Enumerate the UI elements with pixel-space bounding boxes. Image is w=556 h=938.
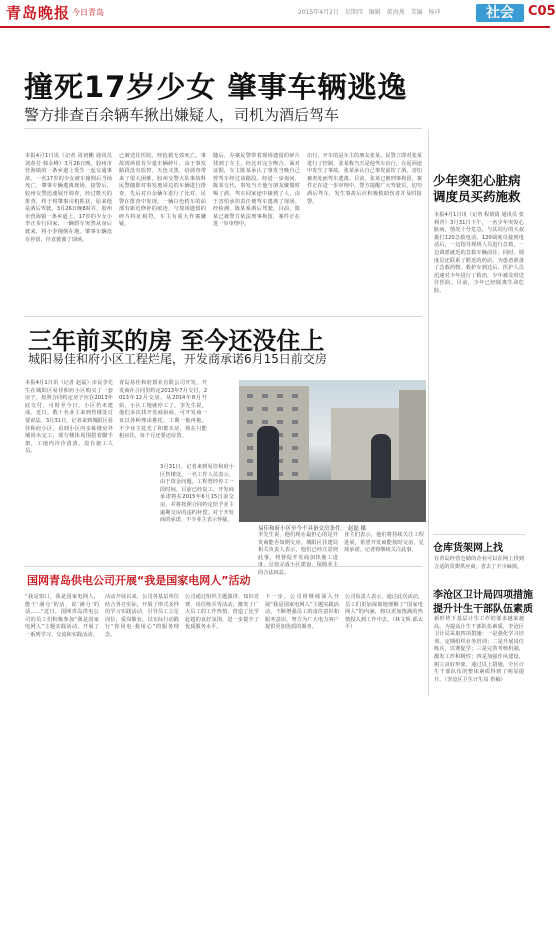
window-shape [292,433,298,437]
window-shape [247,394,253,398]
story2-column-4: 李先生说，他们现在最担心的是开发商能否如期交房。城阳区住建局相关负责人表示，他们已经注意到此事，将督促开发商加快施工进 的合法权益。 [258,532,338,576]
story1-column-4: 出行，开车的是车主的朋友张某。民警立即对张某进行了控制，张某称当天是他驾车出行，在返回途中发生了事故。张某承认自己事发前饮了酒，害怕被查处而驾车逃离。目前，张某已被刑事拘留，案件正在进一步审理中。警方提醒广大驾驶员，切勿酒后驾车，发生事故后应积极救助伤者并及时报警。 [307,153,422,205]
headline-warehouse-shelves: 仓库货架网上找 [433,543,503,554]
window-shape [247,472,253,476]
headline-licang-line2: 提升计生干部队伍素质 [433,604,533,615]
person-shape [257,426,279,496]
story3-column-5: 公司负责人表示，通过此次活动，员工们更加深刻地理解了“国家电网人”的内涵，将以更加饱满的热情投入到工作中去。（林文辉 邱太平） [345,594,423,631]
rule [24,566,422,567]
window-shape [247,446,253,450]
window-shape [262,394,268,398]
building-shape [399,390,426,484]
person-shape [371,434,391,498]
newspaper-logo: 青岛晚报 [6,4,71,22]
window-shape [292,459,298,463]
window-shape [247,433,253,437]
headline-state-grid: 国网青岛供电公司开展“我是国家电网人”活动 [27,574,251,587]
rule [433,534,525,535]
headline-licang-line1: 李沧区卫计局四项措施 [433,590,533,601]
story2-column-1: 本报4月1日讯（记者 赵磊）市民李先生在城阳区易佳和府小区购买了一套房子，按照合同约定房子应在2013年底交付，可时至今日，小区仍未建成。近日，数十名业主来到售楼处讨要说法。3月31日，记者来到城阳区易佳和府小区，看到小区内多栋楼房外墙尚未完工，部分楼体周围搭着脚手架，工地内冷冷清清，没有施工人员。 [25,380,113,455]
window-shape [292,446,298,450]
headline-heart-attack-line2: 调度员买药施救 [433,189,521,204]
window-shape [292,472,298,476]
story1-column-2: 已被送往医院，经抢救无效死亡。事故现场留有少量车辆碎片，由于事发路段没有监控，天色又黑，给调查带来了很大困难。胶州交警大队事故科民警随即对事发地周边的车辆进行排查，先后对百余辆车进行了比对。民警在排查中发现，一辆白色轿车的前部有新近修补的痕迹，与现场遗留的碎片特征相符，车主有重大作案嫌疑。 [119,153,206,228]
rule [24,128,422,129]
edition-label: 今日青岛 [72,8,104,17]
right-story1-body: 本报4月1日讯（记者 程倩倩 通讯员 张利青）3月31日下午，一名少年突发心脏病，情况十分危急，与其同行的大叔拨打120急救电话。120调度员接到电话后，一边指导现场人员进行急救，一边调派就近的急救车辆前往。同时，调度员还联系了附近的药店，为患者准备了急救药物。救护车到达后，医护人员迅速对少年进行了救治，少年被及时送往医院。目前，少年已经脱离生命危险。 [434,212,524,294]
story3-column-4: 下一步，公司将继续深入开展“我是国家电网人”主题实践活动，不断增强员工的责任意识和服务意识，努力为广大电力客户提供更加优质的服务。 [265,594,339,631]
story2-column-3: 3月31日，记者来到易佳和府小区售楼处，一名工作人员表示，由于资金问题，工程曾经停工一段时间，目前已经复工，开发商承诺将在2015年6月15日前交房，并将按照合同约定给予业主逾期交房的违约补偿。对于开发商的承诺，不少业主表示怀疑。 [160,464,234,524]
window-shape [292,394,298,398]
story3-column-2: 活动开展以来，公司各基层单位结合各自实际，开展了形式多样的学习实践活动，引导员工立足岗位，爱岗敬业，以实际行动践行“你用电·我用心”的服务理念。 [105,594,179,638]
story2-column-5: 业主们表示，他们将持续关注工程进展，希望开发商能按时交房，兑现承诺。记者将继续关注此事。 [344,532,424,554]
window-shape [277,407,283,411]
photo-caption: 易佳和府小区至今不具备交房条件。 赵磊 摄 [258,526,366,532]
photo-unfinished-buildings [239,380,426,522]
window-shape [277,420,283,424]
headline-hit-and-run: 撞死17岁少女 肇事车辆逃逸 [24,70,408,104]
right-story3-body: 新形势下基层计生工作的要求越来越高，为提高计生干部队伍素质，李沧区卫计局采取四项措施：一是强化学习培训，定期组织业务培训；二是开展岗位练兵，以赛促学；三是完善考核机制，激发工作积极性；四是加强作风建设，树立良好形象。通过以上措施，全区计生干部队伍的整体素质得到了明显提升。（李沧区卫生计生局 供稿） [434,616,524,683]
subhead-hit-and-run: 警方排查百余辆车揪出嫌疑人，司机为酒后驾车 [24,106,340,124]
window-shape [247,420,253,424]
window-shape [247,459,253,463]
story3-column-1: “我是窗口，我是国家电网人，能干‘满分’的活，说‘满分’的话……”近日，国网青岛供电公司的员工们积极参加“我是国家电网人”主题实践活动，开展了一系列学习、交流和实践活动。 [25,594,99,638]
headline-heart-attack-line1: 少年突犯心脏病 [433,173,521,188]
rule [24,316,422,317]
dateline: 2015年4月2日 星期四 编辑 董海燕 美编 杨冲 [298,9,441,16]
window-shape [277,394,283,398]
headline-unfinished-housing: 三年前买的房 至今还没住上 [28,327,325,355]
window-shape [292,420,298,424]
page-number: C05 [528,4,556,19]
story1-column-1: 本报4月1日讯（记者 周初鹏 通讯员 刘春芳 韩永峰）3月26日晚，胶州市营海镇的一条乡道上发生一起交通事故，一名17岁的少女被车撞倒后当场死亡，肇事车辆逃离现场。接警后，胶州交警迅速展开调查，经过数天的排查，终于将肇事司机抓获，原来他是酒后驾驶。3月26日晚8时许，胶州市营海镇一条乡道上，17岁的少女小李正步行回家，一辆轿车突然从身后驶来，将小李撞倒在地。肇事车辆没有停留，径直驶离了现场。 [25,153,112,243]
story3-column-3: 公司通过组织主题演讲、知识竞赛、岗位练兵等活动，激发了广大员工的工作热情，营造了比学赶超的良好氛围，进一步提升了优质服务水平。 [185,594,259,631]
story2-column-2: 青岛易佳和府置业有限公司开发，开发商在合同里约定2013年7月交付，2013年12月交房。从2014年8月开始，小区工地就停工了。李先生说，他们多次找开发商协商，可开发商一直以各种理由推托，工期一拖再拖。不少业主花光了积蓄买房，现在只能租房住，每个月还要还房贷。 [119,380,207,440]
story1-column-3: 随后，办案民警带着现场遗留的碎片找到了车主，经比对完全吻合。面对证据，车主陈某承认了事发当晚自己曾驾车经过该路段。经进一步询问，陈某交代，事发当天他与朋友聚餐时喝了酒，驾车回家途中撞到了人，由于害怕承担责任便驾车逃离了现场。经检测，陈某系酒后驾驶。目前，陈某已被警方依法刑事拘留，案件正在进一步审理中。 [213,153,300,228]
window-shape [292,407,298,411]
window-shape [262,407,268,411]
column-divider [428,130,429,696]
window-shape [262,420,268,424]
window-shape [247,407,253,411]
right-story2-body: 在青岛经营仓储的企业可以在网上找到合适的货架供应商，省去了不少麻烦。 [434,556,524,570]
subhead-unfinished-housing: 城阳易佳和府小区工程烂尾，开发商承诺6月15日前交房 [28,352,327,366]
building-shape [331,408,403,484]
section-badge: 社会 [476,4,524,22]
